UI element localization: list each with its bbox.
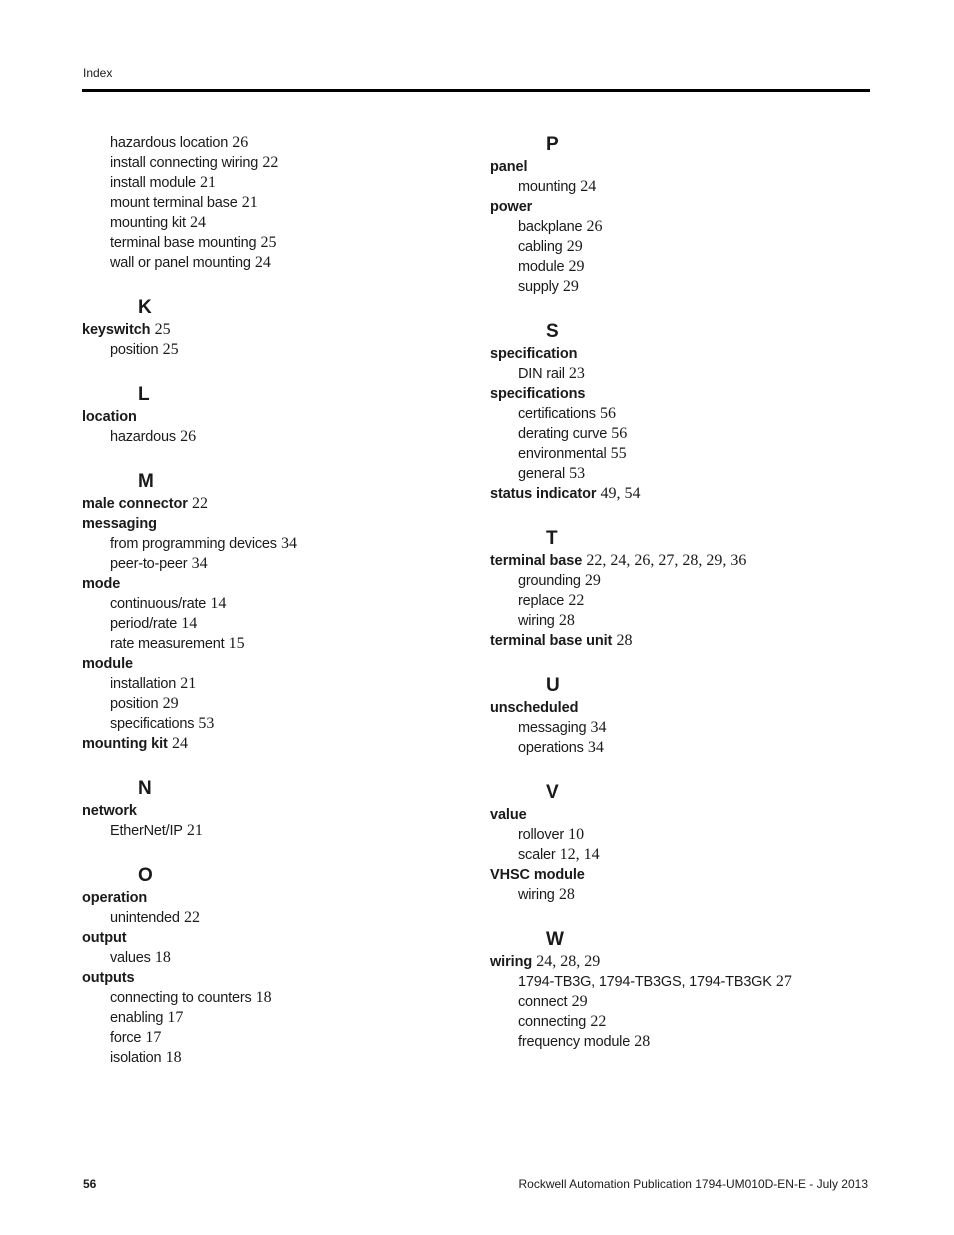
subentry-pages: 21 [186,822,203,839]
section-letter: V [546,782,559,803]
subentry-term: DIN rail [518,366,565,382]
subentry-term: wiring [518,887,555,903]
subentry-term: unintended [110,910,180,926]
index-entry [490,805,890,825]
subentry-term: replace [518,593,565,609]
subentry-pages: 56 [611,425,628,442]
section-letter: N [138,778,152,799]
entry-pages: 24 [171,735,188,752]
entry-term: status indicator [490,486,597,502]
index-subentry [490,464,890,484]
entry-term: output [82,930,127,946]
subentry-pages: 24 [254,254,271,271]
index-subentry [490,277,890,297]
index-subentry [82,153,482,173]
subentry-pages: 29 [566,238,583,255]
subentry-pages: 21 [241,194,258,211]
index-subentry [490,237,890,257]
subentry-pages: 28 [558,612,575,629]
index-subentry [82,253,482,273]
subentry-pages: 29 [568,258,585,275]
subentry-pages: 34 [281,535,298,552]
index-entry [490,384,890,404]
index-section [490,928,890,1052]
index-entry [82,928,482,948]
subentry-pages: 23 [568,365,585,382]
subentry-pages: 22 [262,154,279,171]
subentry-pages: 29 [562,278,579,295]
entry-term: network [82,803,137,819]
index-section [82,777,482,841]
subentry-term: wiring [518,613,555,629]
subentry-term: module [518,259,565,275]
subentry-pages: 28 [558,886,575,903]
index-section [82,133,482,273]
index-subentry [490,364,890,384]
subentry-term: 1794-TB3G, 1794-TB3GS, 1794-TB3GK [518,974,772,990]
entry-term: value [490,807,527,823]
index-subentry [82,534,482,554]
index-subentry [82,714,482,734]
index-entry [82,320,482,340]
subentry-pages: 26 [232,134,249,151]
subentry-pages: 18 [154,949,171,966]
index-subentry [82,908,482,928]
entry-pages: 28 [616,632,633,649]
index-entry [82,494,482,514]
subentry-term: environmental [518,446,607,462]
index-section [82,296,482,360]
subentry-term: enabling [110,1010,164,1026]
subentry-term: hazardous location [110,135,229,151]
subentry-pages: 26 [180,428,197,445]
subentry-pages: 28 [634,1033,651,1050]
index-entry [490,631,890,651]
entry-term: terminal base [490,553,583,569]
subentry-pages: 14 [181,615,198,632]
subentry-term: values [110,950,151,966]
index-subentry [490,591,890,611]
subentry-pages: 34 [590,719,607,736]
subentry-term: cabling [518,239,563,255]
index-subentry [490,404,890,424]
subentry-term: force [110,1030,142,1046]
subentry-term: position [110,696,159,712]
index-subentry [490,1012,890,1032]
index-subentry [490,1032,890,1052]
subentry-pages: 10 [568,826,585,843]
index-subentry [490,738,890,758]
section-letter: S [546,321,559,342]
index-entry [82,514,482,534]
index-section [82,383,482,447]
subentry-term: mount terminal base [110,195,238,211]
index-section [490,781,890,905]
index-subentry [82,674,482,694]
index-subentry [82,614,482,634]
subentry-pages: 55 [610,445,627,462]
subentry-term: rollover [518,827,564,843]
index-subentry [82,594,482,614]
subentry-term: derating curve [518,426,608,442]
index-subentry [490,444,890,464]
entry-term: mounting kit [82,736,168,752]
entry-term: male connector [82,496,188,512]
entry-term: wiring [490,954,533,970]
entry-pages: 25 [154,321,171,338]
entry-term: mode [82,576,121,592]
subentry-term: isolation [110,1050,162,1066]
subentry-term: mounting kit [110,215,186,231]
subentry-pages: 17 [145,1029,162,1046]
index-section [82,864,482,1068]
subentry-pages: 26 [586,218,603,235]
index-subentry [490,217,890,237]
subentry-pages: 27 [775,973,792,990]
page-number: 56 [83,1177,97,1191]
entry-pages: 49, 54 [600,485,641,502]
index-entry [490,484,890,504]
entry-pages: 22, 24, 26, 27, 28, 29, 36 [586,552,747,569]
index-entry [490,157,890,177]
section-letter: U [546,675,560,696]
subentry-term: operations [518,740,584,756]
index-entry [82,801,482,821]
subentry-term: grounding [518,573,581,589]
header-rule [82,89,870,92]
subentry-term: messaging [518,720,587,736]
entry-term: panel [490,159,528,175]
subentry-pages: 22 [590,1013,607,1030]
entry-term: specification [490,346,578,362]
running-head: Index [83,66,113,80]
subentry-term: wall or panel mounting [110,255,251,271]
index-entry [82,968,482,988]
index-section [490,133,890,297]
index-subentry [490,972,890,992]
subentry-term: EtherNet/IP [110,823,183,839]
index-subentry [82,694,482,714]
index-subentry [82,1008,482,1028]
index-subentry [82,233,482,253]
subentry-term: rate measurement [110,636,225,652]
index-entry [490,344,890,364]
entry-term: module [82,656,133,672]
subentry-pages: 56 [599,405,616,422]
subentry-term: position [110,342,159,358]
index-subentry [82,1028,482,1048]
section-letter: K [138,297,152,318]
index-subentry [490,885,890,905]
index-subentry [490,718,890,738]
entry-term: terminal base unit [490,633,613,649]
index-section [490,674,890,758]
subentry-pages: 24 [580,178,597,195]
subentry-pages: 21 [180,675,197,692]
index-entry [82,654,482,674]
entry-term: operation [82,890,148,906]
subentry-pages: 15 [228,635,245,652]
subentry-pages: 12, 14 [559,846,600,863]
subentry-term: install module [110,175,196,191]
index-subentry [490,571,890,591]
subentry-term: general [518,466,565,482]
index-subentry [82,340,482,360]
index-subentry [490,845,890,865]
index-subentry [82,173,482,193]
entry-pages: 24, 28, 29 [536,953,601,970]
section-letter: W [546,929,564,950]
section-letter: M [138,471,154,492]
index-subentry [82,213,482,233]
index-entry [490,865,890,885]
subentry-term: specifications [110,716,195,732]
index-subentry [82,133,482,153]
index-entry [82,888,482,908]
index-entry [490,551,890,571]
subentry-pages: 34 [191,555,208,572]
section-letter: T [546,528,558,549]
index-subentry [82,821,482,841]
subentry-term: mounting [518,179,577,195]
entry-term: VHSC module [490,867,585,883]
index-subentry [82,554,482,574]
index-entry [490,197,890,217]
subentry-term: backplane [518,219,583,235]
entry-term: power [490,199,533,215]
subentry-term: continuous/rate [110,596,207,612]
entry-pages: 22 [191,495,208,512]
index-column-right [490,133,890,1052]
index-subentry [82,427,482,447]
index-subentry [490,257,890,277]
entry-term: unscheduled [490,700,579,716]
subentry-pages: 14 [210,595,227,612]
index-subentry [82,634,482,654]
entry-term: messaging [82,516,157,532]
index-column-left [82,133,482,1068]
index-subentry [490,424,890,444]
subentry-term: terminal base mounting [110,235,257,251]
subentry-pages: 22 [568,592,585,609]
subentry-pages: 18 [255,989,272,1006]
index-entry [82,407,482,427]
entry-term: location [82,409,137,425]
index-subentry [82,1048,482,1068]
section-letter: L [138,384,150,405]
index-subentry [82,948,482,968]
subentry-term: hazardous [110,429,176,445]
subentry-pages: 22 [183,909,200,926]
subentry-pages: 25 [162,341,179,358]
subentry-term: from programming devices [110,536,277,552]
entry-term: keyswitch [82,322,151,338]
index-section [490,527,890,651]
subentry-pages: 24 [189,214,206,231]
entry-term: outputs [82,970,135,986]
index-entry [490,698,890,718]
section-letter: O [138,865,153,886]
subentry-term: installation [110,676,177,692]
index-subentry [490,611,890,631]
index-subentry [82,193,482,213]
index-entry [490,952,890,972]
index-section [490,320,890,504]
index-subentry [490,992,890,1012]
subentry-pages: 53 [198,715,215,732]
subentry-term: connect [518,994,568,1010]
index-subentry [82,988,482,1008]
section-letter: P [546,134,559,155]
subentry-pages: 17 [167,1009,184,1026]
subentry-pages: 18 [165,1049,182,1066]
subentry-pages: 53 [569,465,586,482]
index-section [82,470,482,754]
subentry-pages: 29 [571,993,588,1010]
subentry-term: period/rate [110,616,178,632]
subentry-term: peer-to-peer [110,556,188,572]
subentry-term: install connecting wiring [110,155,259,171]
subentry-pages: 25 [260,234,277,251]
subentry-term: connecting [518,1014,587,1030]
subentry-pages: 29 [162,695,179,712]
subentry-pages: 34 [587,739,604,756]
subentry-term: scaler [518,847,556,863]
subentry-term: frequency module [518,1034,631,1050]
subentry-term: connecting to counters [110,990,252,1006]
publication-info: Rockwell Automation Publication 1794-UM010D-EN-E - July 2013 [518,1177,868,1191]
subentry-pages: 21 [200,174,217,191]
index-subentry [490,825,890,845]
index-entry [82,574,482,594]
index-subentry [490,177,890,197]
entry-term: specifications [490,386,586,402]
subentry-pages: 29 [584,572,601,589]
index-entry [82,734,482,754]
subentry-term: supply [518,279,559,295]
subentry-term: certifications [518,406,596,422]
